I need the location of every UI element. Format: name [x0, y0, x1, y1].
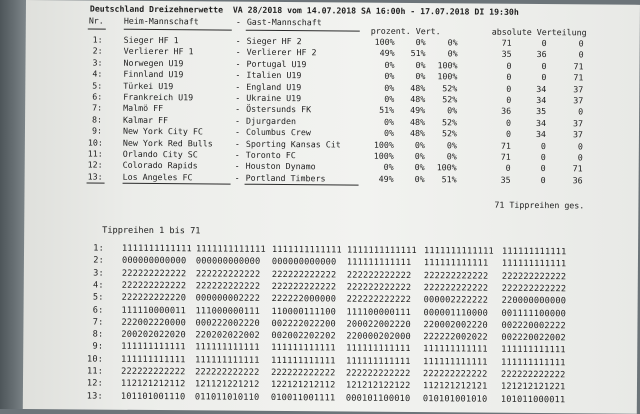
match-dash: -: [235, 69, 241, 80]
match-p1: 49%: [378, 173, 394, 184]
tippreihe-cell: 111111111111: [346, 343, 411, 355]
tippreihe-cell: 122121212112: [270, 380, 336, 391]
match-p0: 0%: [414, 173, 425, 184]
tippreihe-cell: 121212122122: [345, 380, 411, 392]
tippreihe-cell: 110000111100: [271, 306, 337, 317]
header-dash: -: [235, 16, 241, 27]
match-a2: 37: [572, 129, 583, 140]
tippreihe-cell: 222222222222: [121, 280, 187, 292]
tippreihe-cell: 222002220000: [121, 317, 187, 329]
match-a0: 0: [541, 60, 547, 71]
tippreihe-cell: 220000000000: [501, 295, 567, 307]
tippreihe-cell: 111111111111: [271, 343, 336, 354]
match-p2: 51%: [441, 174, 457, 185]
tippreihe-cell: 111111111111: [195, 342, 260, 354]
match-nr: 10:: [87, 137, 103, 148]
match-home: Türkei U19: [123, 80, 174, 91]
match-home: New York Red Bulls: [122, 137, 213, 149]
tippreihe-cell: 1111111111111: [122, 243, 192, 255]
match-p0: 48%: [410, 82, 426, 93]
match-a0: 0: [540, 152, 546, 163]
tippreihe-nr: 3:: [93, 268, 104, 279]
match-p1: 100%: [373, 139, 394, 150]
tippreihe-cell: 010101001010: [422, 393, 488, 405]
tippreihe-cell: 000000002222: [195, 293, 261, 305]
tippreihe-cell: 222222222222: [271, 281, 337, 293]
printout-sheet: [23, 0, 640, 414]
tippreihe-cell: 000001110000: [423, 307, 489, 319]
match-p2: 100%: [437, 60, 458, 71]
total-tippreihen: 71 Tippreihen ges.: [494, 199, 585, 211]
tippreihe-cell: 111111111111: [271, 355, 336, 367]
background-edge: [0, 0, 26, 409]
tippreihe-cell: 002002202202: [271, 331, 336, 342]
match-a0: 0: [540, 140, 546, 151]
match-nr: 2:: [92, 45, 103, 56]
match-a0: 34: [536, 83, 547, 94]
match-p0: 0%: [415, 59, 426, 70]
match-a2: 71: [573, 61, 584, 72]
tippreihe-cell: 222222222222: [501, 369, 566, 381]
match-p2: 100%: [437, 71, 458, 82]
tippreihe-cell: 111111111111: [423, 356, 488, 368]
tippreihe-cell: 002222022200: [271, 318, 337, 330]
match-a1: 0: [506, 71, 512, 83]
match-guest: Houston Dynamo: [245, 161, 316, 172]
tippreihe-cell: 001111100000: [501, 308, 567, 319]
match-p0: 0%: [414, 151, 425, 162]
tippreihe-cell: 222222222222: [423, 270, 489, 282]
match-p0: 0%: [415, 71, 426, 82]
match-nr: 8:: [92, 114, 103, 125]
match-nr: 4:: [92, 68, 103, 79]
match-p2: 0%: [446, 139, 457, 150]
match-a2: 37: [573, 118, 584, 129]
tippreihe-cell: 121121221212: [194, 379, 260, 391]
match-dash: -: [234, 138, 240, 149]
tippreihe-cell: 200022002220: [346, 319, 411, 330]
tippreihe-nr: 13:: [86, 391, 103, 402]
tippreihe-cell: 222222222222: [501, 271, 567, 282]
tippreihe-cell: 111110000011: [121, 305, 187, 316]
tippreihe-nr: 7:: [92, 317, 104, 328]
tippreihe-cell: 000002222222: [423, 295, 489, 306]
match-a0: 0: [540, 174, 546, 185]
tippreihe-cell: 111111111111: [195, 355, 260, 366]
match-a0: 34: [535, 129, 547, 140]
match-home: Frankreich U19: [123, 91, 194, 103]
tippreihe-cell: 000000000000: [195, 256, 261, 268]
match-p2: 0%: [447, 105, 458, 116]
tippreihe-cell: 111111111111: [346, 356, 411, 367]
tippreihe-cell: 111111111111: [121, 354, 186, 365]
match-home: Orlando City SC: [122, 148, 198, 160]
tippreihe-cell: 220002002220: [423, 319, 488, 331]
match-nr: 9:: [91, 125, 103, 136]
header-home-team: Heim-Mannschaft: [123, 15, 199, 27]
match-a1: 35: [501, 49, 512, 60]
match-nr: 3:: [92, 57, 103, 68]
tippreihe-cell: 222222222222: [423, 369, 488, 380]
match-a1: 0: [506, 94, 512, 105]
match-a2: 0: [577, 152, 583, 163]
tippreihe-cell: 111100000111: [346, 307, 412, 318]
match-guest: Toronto FC: [245, 149, 296, 161]
header-percent-distribution: prozent. Vert.: [370, 25, 441, 37]
tippreihe-cell: 222222002022: [423, 332, 488, 343]
tippreihe-cell: 011011010110: [194, 391, 260, 403]
match-nr: 7:: [92, 102, 103, 113]
tippreihe-cell: 222222222222: [195, 268, 261, 280]
match-a0: 34: [536, 95, 547, 106]
tippreihe-cell: 111111111111: [346, 257, 412, 269]
match-p1: 100%: [374, 36, 395, 47]
match-p1: 100%: [373, 150, 394, 161]
tippreihen-title: Tippreihen 1 bis 71: [102, 225, 201, 237]
match-guest: Sporting Kansas Cit: [245, 138, 341, 150]
match-dash: -: [234, 172, 240, 183]
tippreihe-cell: 101011000011: [500, 394, 566, 405]
match-nr: 1:: [92, 34, 103, 45]
match-a1: 71: [500, 140, 511, 151]
match-guest: Italien U19: [246, 69, 302, 81]
tippreihe-nr: 4:: [92, 280, 104, 291]
tippreihe-cell: 111111111111: [501, 357, 566, 368]
match-a0: 0: [541, 72, 547, 83]
match-home: New York City FC: [122, 125, 203, 137]
tippreihe-cell: 222222222222: [195, 367, 260, 378]
match-p2: 52%: [441, 128, 458, 139]
tippreihe-cell: 1111111111111: [424, 246, 494, 257]
match-guest: Portugal U19: [246, 58, 307, 70]
tippreihe-cell: 111111111111: [121, 342, 186, 353]
match-guest: Sieger HF 2: [246, 35, 302, 47]
tippreihe-cell: 112121212112: [120, 379, 186, 390]
match-dash: -: [235, 115, 241, 126]
match-a1: 0: [506, 117, 512, 128]
header-rule-home: [124, 29, 232, 31]
match-a2: 0: [578, 106, 584, 117]
match-a1: 0: [505, 163, 511, 174]
match-dash: -: [234, 149, 240, 160]
tippreihe-cell: 222222000000: [271, 294, 337, 305]
match-nr: 13:: [87, 171, 103, 182]
match-guest: Columbus Crew: [245, 126, 311, 138]
match-nr: 5:: [92, 80, 103, 91]
match-p1: 0%: [384, 82, 395, 93]
match-guest: Ukraine U19: [246, 92, 302, 104]
match-p0: 51%: [410, 48, 426, 59]
match-a1: 71: [501, 37, 512, 48]
match-a2: 71: [572, 163, 583, 174]
tippreihe-cell: 002220022002: [501, 332, 566, 344]
match-guest: England U19: [246, 81, 302, 92]
tippreihe-cell: 222222222222: [121, 268, 187, 279]
match-p0: 0%: [414, 162, 425, 173]
tippreihe-cell: 1111111111111: [196, 244, 266, 255]
tippreihe-cell: 200202022020: [121, 329, 186, 341]
tippreihe-cell: 222222222222: [423, 283, 489, 294]
tippreihe-cell: 000000000000: [121, 256, 187, 267]
match-p2: 0%: [447, 37, 458, 48]
match-home: Finnland U19: [123, 68, 184, 80]
match-p1: 0%: [384, 59, 395, 70]
match-home: Colorado Rapids: [122, 160, 198, 171]
header-rule-nr: [88, 28, 106, 29]
match-p2: 0%: [447, 48, 458, 59]
match-guest: Portland Timbers: [245, 172, 326, 184]
tippreihe-cell: 222222222222: [271, 269, 337, 281]
match-a2: 37: [573, 95, 584, 106]
match-nr: 11:: [87, 148, 103, 159]
match-a2: 0: [577, 140, 583, 151]
match-home: Norwegen U19: [123, 57, 184, 69]
match-home: Kalmar FF: [123, 114, 169, 125]
header-rule-guest: [246, 30, 360, 32]
tippreihe-cell: 111111111111: [423, 344, 488, 356]
tippreihe-cell: 222222222222: [346, 294, 412, 306]
match-a1: 36: [501, 106, 512, 117]
match-a0: 0: [541, 38, 547, 49]
match-p0: 48%: [410, 116, 426, 127]
tippreihe-cell: 000000000000: [271, 257, 337, 268]
match-p2: 52%: [442, 117, 458, 128]
tippreihe-cell: 000101100010: [345, 393, 411, 404]
match-a1: 0: [505, 128, 512, 140]
match-p0: 48%: [409, 128, 426, 139]
match-a0: 0: [540, 163, 546, 174]
tippreihe-cell: 1111111111111: [347, 245, 417, 257]
match-guest: Djurgarden: [246, 115, 297, 126]
match-a1: 71: [500, 151, 511, 162]
match-dash: -: [235, 104, 241, 115]
tippreihe-cell: 000222002220: [195, 318, 261, 329]
tippreihe-cell: 111111111111: [501, 345, 566, 356]
footer-rule-nr: [87, 182, 105, 183]
tippreihe-nr: 9:: [92, 341, 104, 353]
match-p1: 0%: [384, 116, 395, 127]
tippreihe-nr: 1:: [93, 243, 105, 254]
tippreihe-cell: 222222222220: [121, 292, 187, 304]
tippreihe-cell: 010011001111: [270, 392, 336, 404]
match-nr: 12:: [87, 159, 103, 170]
tippreihe-cell: 112121212121: [422, 381, 488, 392]
match-dash: -: [235, 92, 241, 103]
tippreihe-cell: 002220002222: [501, 320, 566, 332]
header-guest-team: Gast-Mannschaft: [246, 16, 322, 28]
match-a2: 36: [572, 175, 583, 186]
match-p1: 0%: [383, 162, 394, 173]
tippreihe-nr: 12:: [86, 378, 104, 389]
tippreihe-cell: 222222222222: [346, 282, 412, 293]
match-a1: 35: [500, 174, 511, 185]
header-absolute-distribution: absolute Verteilung: [491, 26, 587, 38]
tippreihe-cell: 121212121221: [500, 382, 566, 393]
tippreihe-cell: 222222222222: [346, 270, 412, 281]
match-p0: 48%: [410, 94, 426, 105]
tippreihe-nr: 8:: [92, 329, 104, 340]
match-a1: 0: [506, 83, 512, 94]
match-a2: 0: [578, 49, 584, 60]
tippreihe-cell: 101101001110: [120, 391, 186, 402]
match-p0: 49%: [410, 105, 426, 116]
tippreihe-nr: 5:: [92, 292, 104, 303]
tippreihe-cell: 222222222222: [121, 366, 186, 378]
match-guest: Östersunds FK: [246, 104, 312, 115]
tippreihe-cell: 220202022002: [195, 330, 260, 341]
match-a2: 0: [578, 38, 584, 49]
match-home: Verlierer HF 1: [123, 46, 194, 57]
tippreihe-cell: 222222222222: [195, 281, 261, 292]
match-p0: 0%: [414, 139, 425, 150]
header-nr: Nr.: [88, 15, 104, 26]
match-a0: 36: [536, 49, 547, 60]
match-p0: 0%: [415, 37, 426, 48]
match-a0: 34: [536, 117, 547, 128]
match-dash: -: [235, 35, 241, 46]
match-p2: 52%: [442, 94, 458, 105]
match-a0: 35: [536, 106, 547, 117]
tippreihe-nr: 11:: [86, 366, 104, 377]
tippreihe-nr: 6:: [92, 305, 104, 316]
tippreihe-nr: 10:: [87, 354, 104, 365]
tippreihe-cell: 111111111111: [501, 246, 567, 258]
footer-rule-home: [123, 183, 231, 185]
match-p1: 0%: [384, 93, 395, 104]
match-dash: -: [234, 161, 240, 172]
match-home: Malmö FF: [123, 103, 164, 114]
match-guest: Verlierer HF 2: [246, 47, 317, 58]
tippreihe-cell: 222222222222: [271, 367, 336, 379]
tippreihe-cell: 1111111111111: [272, 244, 342, 256]
tippreihe-cell: 111000000111: [195, 305, 261, 317]
tippreihe-cell: 222222222222: [346, 368, 411, 380]
match-nr: 6:: [92, 91, 103, 102]
match-dash: -: [235, 58, 241, 69]
document-title: Deutschland Dreizehnerwette VA 28/2018 vom 14.07.2018 SA 16:00h - 17.07.2018 DI 19:30h: [89, 3, 519, 17]
match-p2: 0%: [446, 151, 457, 162]
tippreihe-cell: 111111111111: [423, 258, 489, 269]
match-a2: 37: [573, 83, 584, 94]
tippreihe-cell: 111111111111: [501, 259, 567, 270]
match-dash: -: [234, 126, 241, 137]
match-a2: 71: [573, 72, 584, 83]
match-a1: 0: [506, 60, 512, 71]
match-dash: -: [235, 81, 241, 92]
match-p2: 52%: [442, 82, 458, 93]
tippreihe-nr: 2:: [93, 255, 104, 266]
match-home: Sieger HF 1: [123, 34, 179, 46]
match-p1: 51%: [379, 105, 395, 116]
match-home: Los Angeles FC: [122, 171, 193, 183]
match-dash: -: [235, 47, 241, 58]
match-p1: 0%: [384, 71, 395, 82]
match-p1: 0%: [383, 128, 395, 139]
tippreihe-cell: 220000202000: [346, 331, 411, 343]
tippreihe-cell: 222222222222: [501, 283, 567, 295]
match-p1: 49%: [379, 48, 395, 59]
footer-rule-guest: [245, 184, 359, 186]
match-p2: 100%: [436, 162, 457, 173]
